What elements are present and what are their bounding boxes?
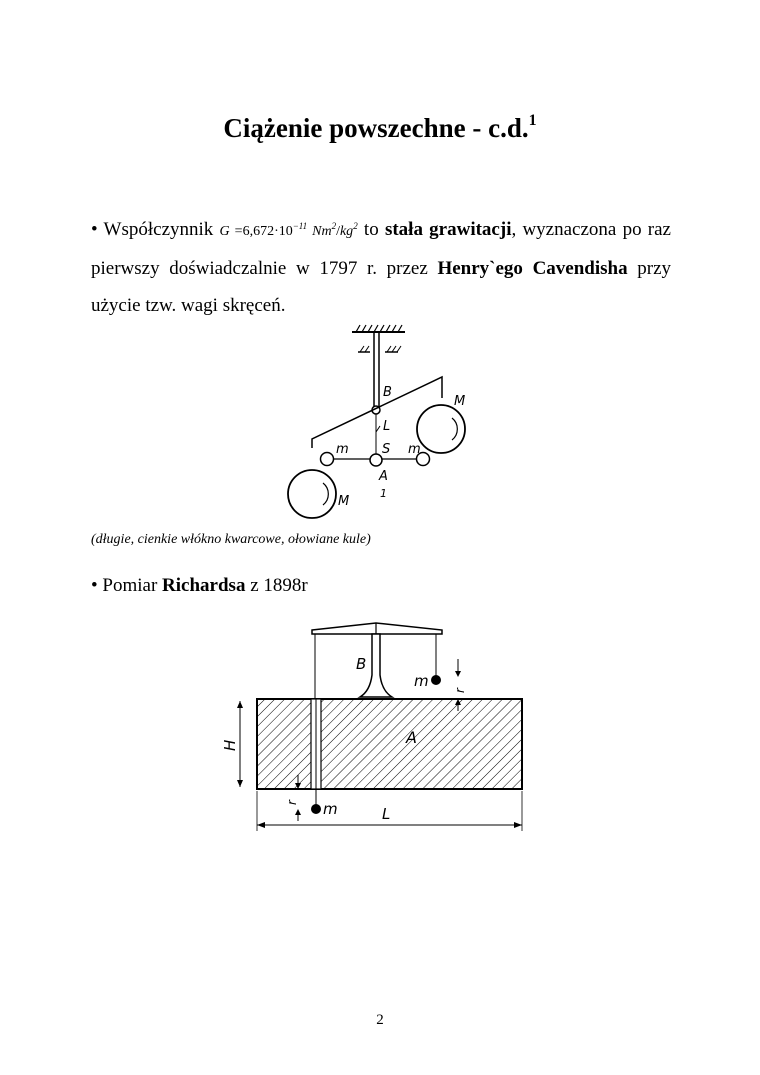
label-B: B — [383, 385, 392, 400]
label-m-right: m — [408, 442, 421, 457]
paragraph-text: z 1898r — [250, 575, 308, 596]
label-H: H — [221, 739, 239, 751]
bold-name: Henry`ego Cavendisha — [437, 258, 628, 279]
paragraph-text: przy użycie tzw. wagi skręceń. — [91, 258, 672, 316]
paragraph-text: Pomiar — [102, 575, 158, 596]
label-B: B — [356, 655, 367, 673]
paragraph-text: to — [363, 219, 379, 240]
label-r-bottom: r — [285, 800, 299, 805]
page-title — [0, 112, 760, 144]
bold-name: Richardsa — [162, 575, 246, 596]
label-S: S — [382, 442, 391, 457]
label-m-top: m — [414, 672, 429, 690]
label-r-top: r — [453, 688, 467, 693]
label-M-top: M — [454, 394, 466, 409]
gravitational-constant-formula: $G =6,672\cdot 10^{-11}$ $Nm^2/kg^2$ — [219, 221, 358, 239]
label-A: A — [379, 469, 388, 484]
cavendish-balance-diagram — [280, 322, 480, 527]
paragraph-richards — [91, 575, 308, 597]
label-one: 1 — [380, 487, 387, 500]
richards-measurement-diagram — [220, 615, 535, 835]
label-L: L — [382, 805, 391, 823]
paragraph-cavendish — [91, 208, 671, 324]
paragraph-text: , wyznaczona po raz pierwszy doświadczalnie w 1797 r. przez — [91, 219, 671, 279]
page-number: 2 — [376, 1012, 384, 1028]
title-footnote-mark: 1 — [528, 112, 537, 129]
bold-term: stała grawitacji — [384, 219, 512, 240]
label-L: L — [383, 419, 391, 434]
label-m-bottom: m — [323, 800, 338, 818]
label-M-bottom: M — [338, 494, 350, 509]
label-A: A — [406, 728, 417, 747]
label-m-left: m — [336, 442, 349, 457]
bullet: • — [91, 575, 98, 596]
title-text: Ciążenie powszechne - c.d. — [223, 113, 529, 143]
bullet: • — [91, 219, 98, 240]
figure-caption: (długie, cienkie włókno kwarcowe, ołowiane kule) — [91, 532, 371, 547]
paragraph-text: Współczynnik — [103, 219, 214, 240]
